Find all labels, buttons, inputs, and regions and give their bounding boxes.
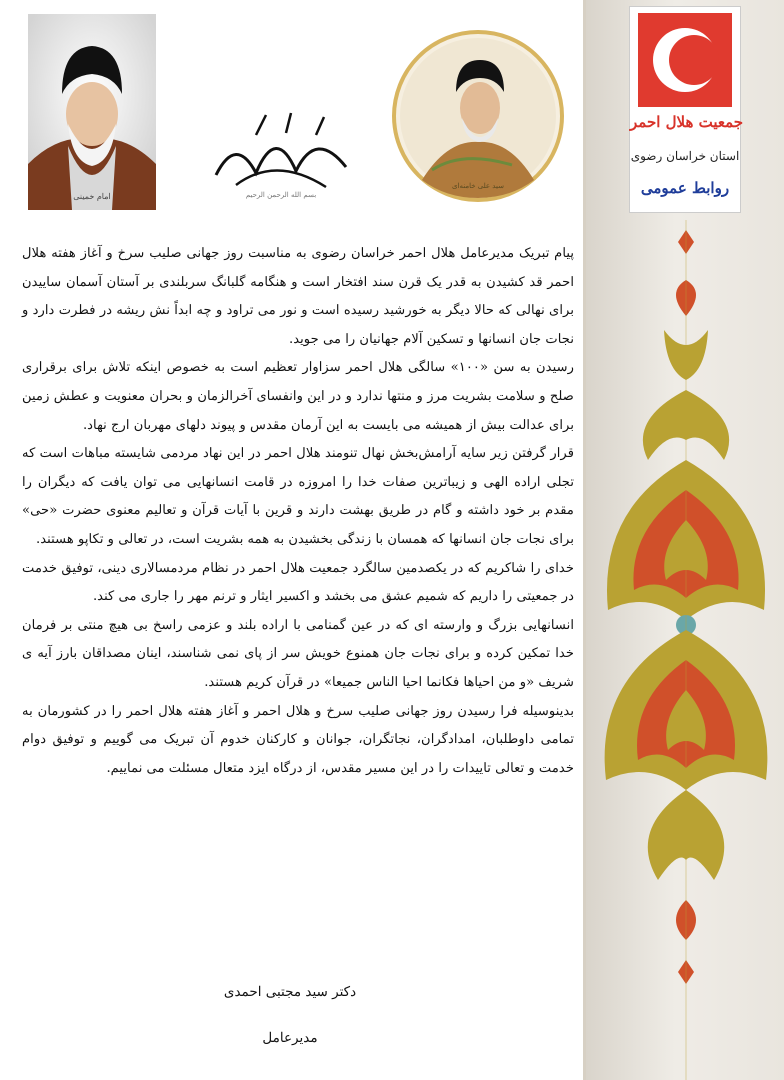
logo-province: استان خراسان رضوی xyxy=(630,149,740,163)
red-crescent-logo xyxy=(629,6,744,213)
logo-department: روابط عمومی xyxy=(640,179,730,197)
portrait-left-signature: امام خمینی xyxy=(73,192,111,201)
logo-org-name: جمعیت هلال احمر xyxy=(630,113,744,131)
letter-paragraph-1: پیام تبریک مدیرعامل هلال احمر خراسان رضوی به مناسبت روز جهانی صلیب سرخ و آغاز هفته هلال احمر قد کشیدن به قدر یک قرن سند افتخار است و هنگامه گلبانگ سربلندی بر آستان آسمان ساییدن برای نهالی که حالا دیگر به خورشید رسیده است و نور می تراود و چه ابداً نش ریشه در فطرت دارد و نجات جان انسانها و تسکین آلام جهانیان را می جوید. xyxy=(22,246,574,347)
signature-name: دکتر سید مجتبی احمدی xyxy=(223,984,357,1000)
letter-paragraph-5: انسانهایی بزرگ و وارسته ای که در عین گمنامی با اراده بلند و عزمی راسخ بی هیچ منتی بر فرمان خدا تمکین کرده و برای نجات جان همنوع خویش سر از پای نمی شناسند، اینان مصداقان بارز آیه ی شریف «و من احیاها فکانما احیا الناس جمیعا» در قرآن کریم هستند. xyxy=(22,617,574,690)
calligraphy-text: بسم الله الرحمن الرحیم xyxy=(245,191,317,199)
ornament-decoration xyxy=(594,220,778,1080)
letter-paragraph-6: بدینوسیله فرا رسیدن روز جهانی صلیب سرخ و هلال احمر و آغاز هفته هلال احمر را در کشورمان به تمامی داوطلبان، امدادگران، نجاتگران، جوانان و کارکنان خدوم آن تبریک می گوییم و توفیق دوام خدمت و تعالی تاییدات را در این مسیر مقدس، از درگاه ایزد متعال مسئلت می نماییم. xyxy=(22,703,574,776)
letter-paragraph-2: رسیدن به سن «۱۰۰» سالگی هلال احمر سزاوار تعظیم است به خصوص اینکه تلاش برای برقراری صلح و سلامت بشریت مرز و منتها ندارد و در این وانفسای آخرالزمان و بحران معنویت و عطش زمین برای عدالت بیش از همیشه می بایست به این آرمان مقدس و پیوند دلهای مهربان ارج نهاد. xyxy=(22,360,575,433)
letter-paragraph-4: خدای را شاکریم که در یکصدمین سالگرد جمعیت هلال احمر در نظام مردمسالاری دینی، توفیق خدمت در جمعیتی را داریم که شمیم عشق می بخشد و اکسیر ایثار و ترنم مهر را جاری می کند. xyxy=(22,560,574,605)
letter-paragraph-3: قرار گرفتن زیر سایه آرامش‌بخش نهال تنومند هلال احمر در این نهاد مردمی شایسته مباهات است که تجلی اراده الهی و زیباترین صفات خدا را امروزه در قامت انسانهایی می توان یافت که دیگران را مقدم بر خود داشته و گام در طریق بهشت دارند و قرین با آیات قرآن و تعالیم معنوی حضرت «حی» برای نجات جان انسانها که همسان با زندگی بخشیدن به همه بشریت است، در تعالی و تکاپو هستند. xyxy=(22,446,574,547)
signature-title: مدیرعامل xyxy=(262,1030,318,1046)
portrait-right-image xyxy=(392,30,564,202)
calligraphy-image xyxy=(196,105,366,200)
letter-body xyxy=(22,240,574,783)
red-crescent-icon xyxy=(638,13,732,107)
portrait-right-signature: سید علی خامنه‌ای xyxy=(452,182,504,190)
portrait-left-image xyxy=(28,14,156,210)
